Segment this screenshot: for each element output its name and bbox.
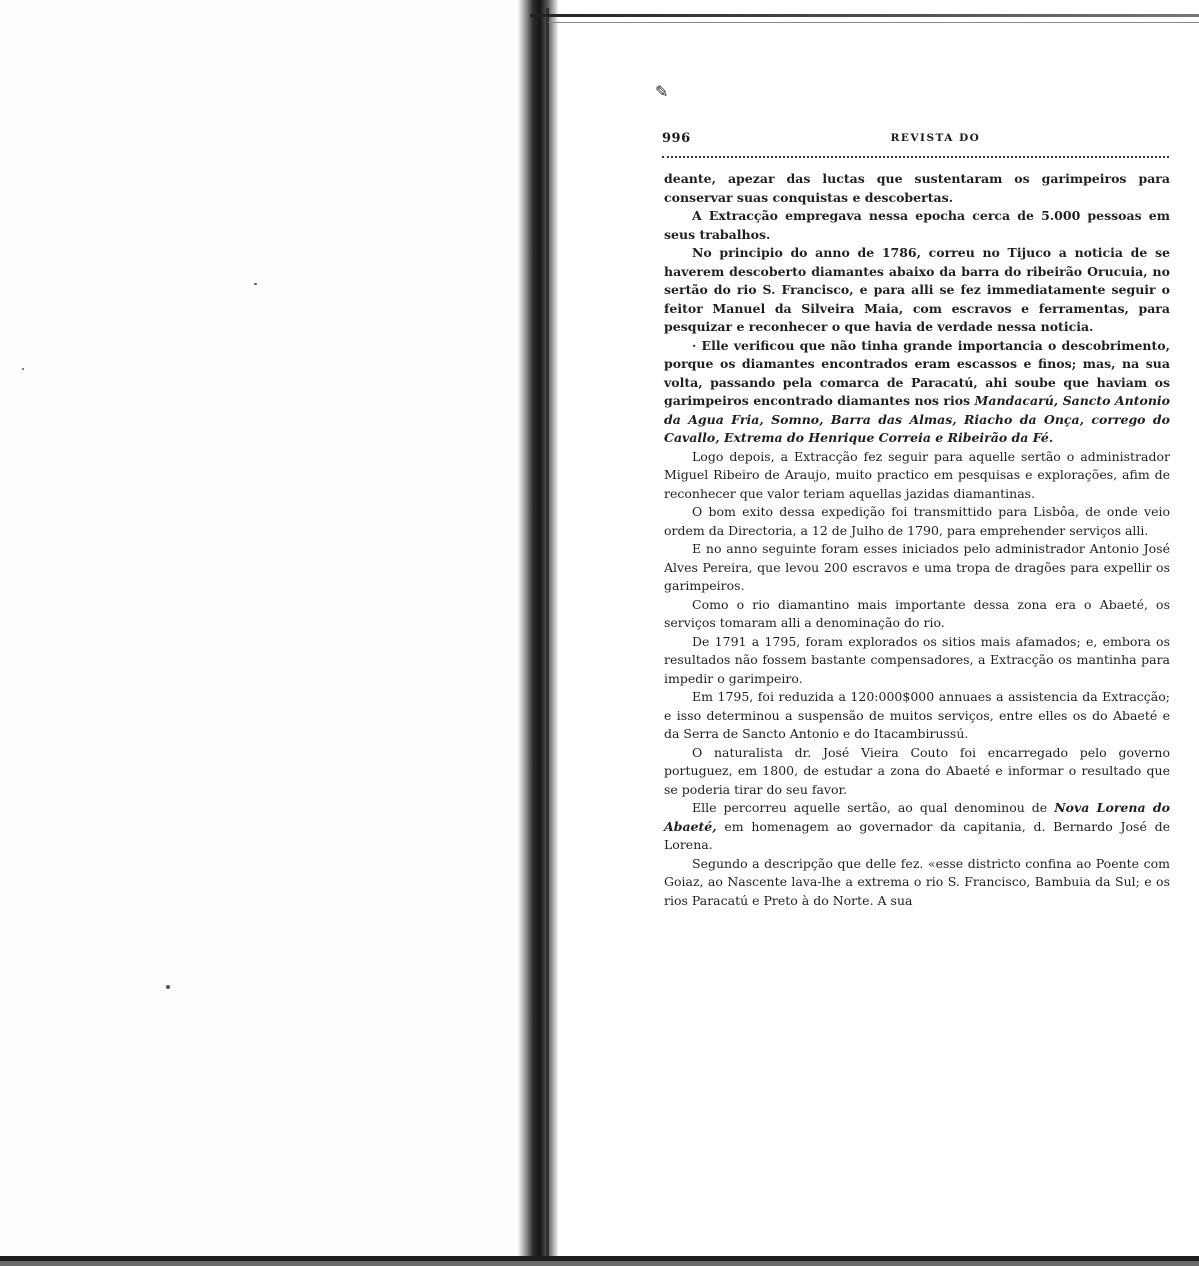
paragraph-text: Elle percorreu aquelle sertão, ao qual denominou de <box>692 800 1048 815</box>
paragraph <box>664 799 1170 855</box>
book-gutter <box>518 0 558 1266</box>
paragraph-text: em homenagem ao governador da capitania, d. Bernardo José de Lorena. <box>664 818 1170 852</box>
scan-speck <box>166 985 170 989</box>
paragraph: Segundo a descripção que delle fez. «esse districto confina ao Poente com Goiaz, ao Nascente lava-lhe a extrema o rio S. Francisco, Bambuia da Sul; e os rios Paracatú e Preto à do Norte. A sua <box>664 855 1170 908</box>
place-names: Mandacarú, Sancto Antonio da Agua Fria, Somno, Barra das Almas, Riacho da Onça, corrego do Cavallo, Extrema do Henrique Correia e Ribeirão da Fé. <box>664 393 1171 445</box>
paragraph <box>664 337 1170 448</box>
page-top-edge-inner <box>548 22 1199 23</box>
paragraph: Em 1795, foi reduzida a 120:000$000 annuaes a assistencia da Extracção; e isso determinou a suspensão de muitos serviços, entre elles os do Abaeté e da Serra de Sancto Antonio e do Itacambirussú. <box>664 689 1170 741</box>
paragraph-text: · Elle verificou que não tinha grande importancia o descobrimento, porque os diamantes encontrados eram escassos e finos; mas, na sua volta, passando pela comarca de Paracatú, ahi soube que haviam os garimpeiros encontrado diamantes nos rios <box>664 337 1170 408</box>
place-name: Nova Lorena do Abaeté, <box>664 800 1170 834</box>
header-rule <box>662 154 1169 158</box>
paragraph: De 1791 a 1795, foram explorados os sitios mais afamados; e, embora os resultados não fossem bastante compensadores, a Extracção os mantinha para impedir o garimpeiro. <box>664 633 1170 686</box>
paragraph: Logo depois, a Extracção fez seguir para aquelle sertão o administrador Miguel Ribeiro de Araujo, muito practico em pesquisas e explorações, afim de reconhecer que valor teriam aquellas jazidas diamantinas. <box>664 448 1170 501</box>
gutter-edge <box>546 8 549 1258</box>
paragraph: A Extracção empregava nessa epocha cerca de 5.000 pessoas em seus trabalhos. <box>664 208 1170 242</box>
blank-left-page <box>0 0 520 1266</box>
ink-mark: ✎ <box>655 82 669 101</box>
scan-speck <box>254 283 257 285</box>
page-number: 996 <box>662 131 691 146</box>
page-top-edge <box>530 14 1199 17</box>
scan-speck <box>22 368 24 370</box>
paragraph: deante, apezar das luctas que sustentaram os garimpeiros para conservar suas conquistas e descobertas. <box>664 171 1170 205</box>
paragraph: Como o rio diamantino mais importante dessa zona era o Abaeté, os serviços tomaram alli a denominação do rio. <box>664 596 1170 630</box>
paragraph: E no anno seguinte foram esses iniciados pelo administrador Antonio José Alves Pereira, que levou 200 escravos e uma tropa de dragões para expellir os garimpeiros. <box>664 541 1170 593</box>
page-header <box>662 131 1169 151</box>
running-title: REVISTA DO <box>890 132 981 144</box>
paragraph: O bom exito dessa expedição foi transmittido para Lisbôa, de onde veio ordem da Directoria, a 12 de Julho de 1790, para emprehender serviços alli. <box>664 504 1170 538</box>
page-bottom-shadow <box>0 1261 1199 1266</box>
paragraph: No principio do anno de 1786, correu no Tijuco a noticia de se haverem descoberto diamantes abaixo da barra do ribeirão Orucuia, no sertão do rio S. Francisco, e para alli se fez immediatamente seguir o feitor Manuel da Silveira Maia, com escravos e ferramentas, para pesquizar e reconhecer o que havia de verdade nessa noticia. <box>664 245 1170 334</box>
paragraph: O naturalista dr. José Vieira Couto foi encarregado pelo governo portuguez, em 1800, de estudar a zona do Abaeté e informar o resultado que se poderia tirar do seu favor. <box>664 744 1170 797</box>
body-text <box>664 170 1170 910</box>
